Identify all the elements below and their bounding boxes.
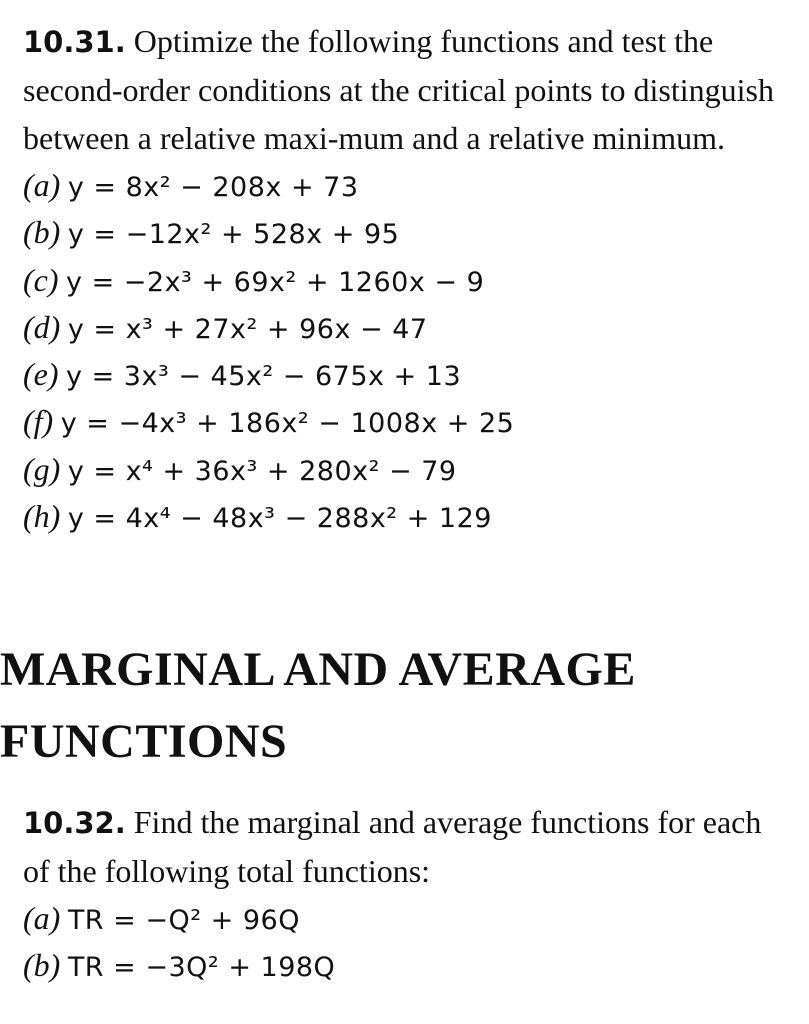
section-heading-line-1: MARGINAL AND AVERAGE bbox=[0, 643, 636, 696]
item-label: (d) bbox=[23, 308, 61, 345]
list-item bbox=[23, 398, 793, 445]
item-label: (c) bbox=[23, 261, 59, 298]
problem-10-32-statement bbox=[23, 798, 793, 895]
problem-intro: Find the marginal and average functions for each of the following total functions: bbox=[23, 804, 762, 889]
list-item bbox=[23, 257, 793, 304]
section-heading-line-2: FUNCTIONS bbox=[0, 715, 288, 768]
list-item bbox=[23, 351, 793, 398]
list-item bbox=[23, 304, 793, 351]
item-label: (f) bbox=[23, 403, 54, 440]
section-heading bbox=[0, 634, 800, 778]
problem-10-32 bbox=[23, 798, 793, 990]
problem-number: 10.31. bbox=[23, 25, 126, 59]
list-item bbox=[23, 493, 793, 540]
item-label: (b) bbox=[23, 947, 61, 984]
item-label: (b) bbox=[23, 214, 61, 251]
item-expression: y = x³ + 27x² + 96x − 47 bbox=[67, 313, 428, 345]
list-item bbox=[23, 162, 793, 209]
list-item bbox=[23, 942, 793, 989]
list-item bbox=[23, 209, 793, 256]
item-label: (a) bbox=[23, 167, 61, 203]
problem-10-32-items bbox=[23, 895, 793, 990]
list-item bbox=[23, 895, 793, 942]
item-expression: y = −2x³ + 69x² + 1260x − 9 bbox=[66, 266, 485, 298]
problem-intro: Optimize the following functions and test the second-order conditions at the critical points to distinguish between a relative maxi-mum and a relative minimum. bbox=[23, 23, 774, 156]
item-label: (h) bbox=[23, 498, 61, 535]
item-expression: y = 3x³ − 45x² − 675x + 13 bbox=[66, 361, 462, 393]
item-expression: y = 8x² − 208x + 73 bbox=[67, 172, 359, 203]
item-expression: TR = −Q² + 96Q bbox=[67, 905, 300, 936]
item-expression: y = −4x³ + 186x² − 1008x + 25 bbox=[60, 408, 515, 440]
item-expression: y = x⁴ + 36x³ + 280x² − 79 bbox=[67, 455, 457, 487]
problem-10-31-statement bbox=[23, 17, 793, 162]
item-label: (g) bbox=[23, 450, 61, 487]
item-expression: y = −12x² + 528x + 95 bbox=[67, 219, 400, 251]
item-expression: TR = −3Q² + 198Q bbox=[67, 952, 336, 984]
item-expression: y = 4x⁴ − 48x³ − 288x² + 129 bbox=[67, 503, 492, 535]
item-label: (e) bbox=[23, 356, 59, 393]
problem-10-31 bbox=[23, 17, 793, 540]
list-item bbox=[23, 446, 793, 493]
problem-number: 10.32. bbox=[23, 806, 126, 840]
item-label: (a) bbox=[23, 900, 61, 936]
problem-10-31-items bbox=[23, 162, 793, 540]
